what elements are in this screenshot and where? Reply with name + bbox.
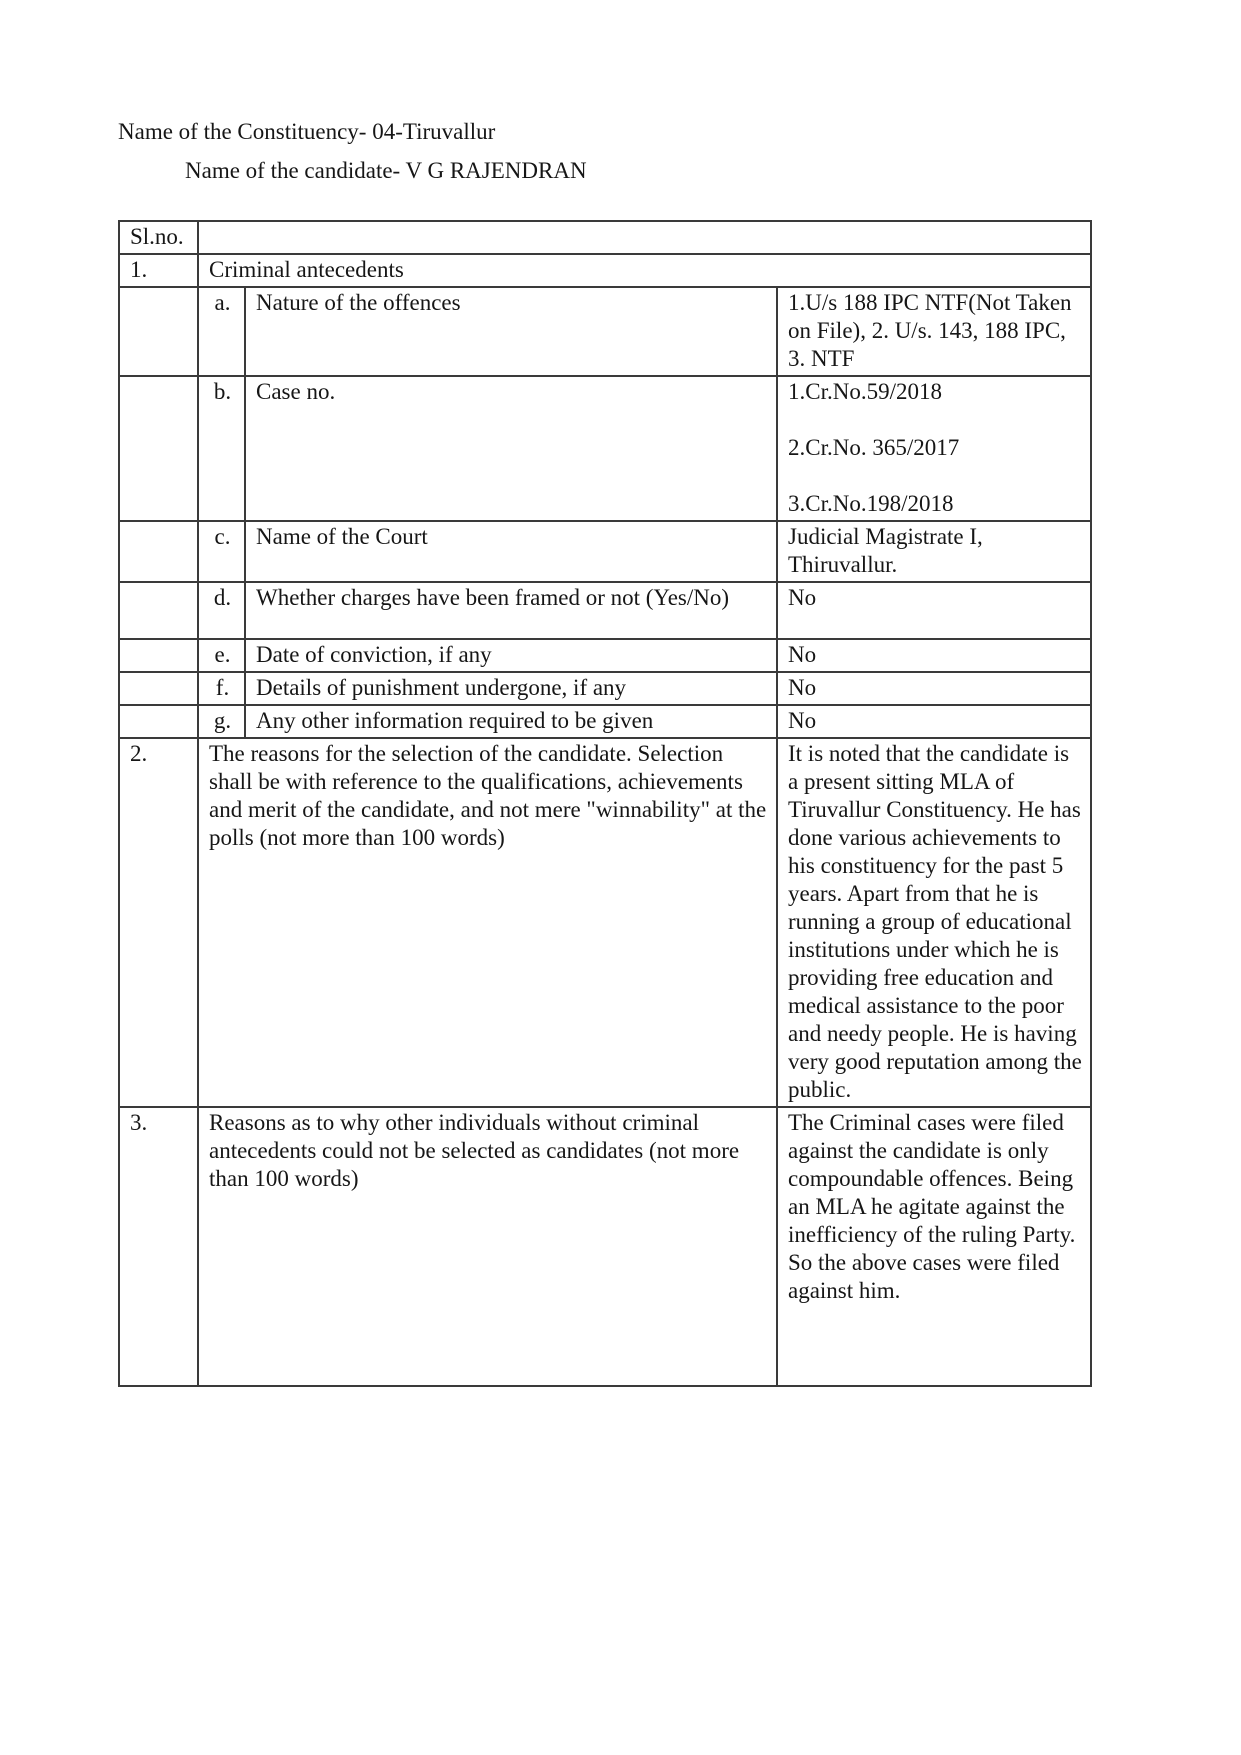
item-g-question-cell: Any other information required to be given [245,705,777,738]
slno-header-cell: Sl.no. [119,221,198,254]
empty-cell [119,639,198,672]
section1-number-cell: 1. [119,254,198,287]
section1-title-cell: Criminal antecedents [198,254,1091,287]
empty-cell [119,672,198,705]
item-e-letter-cell: e. [198,639,245,672]
section3-number-cell: 3. [119,1107,198,1386]
constituency-title: Name of the Constituency- 04-Tiruvallur [118,119,496,144]
table-row-nature-of-offences [119,287,1091,376]
table-row-selection-reasons [119,738,1091,1107]
table-row-charges-framed [119,582,1091,639]
item-e-answer-cell: No [777,639,1091,672]
table-row-other-information [119,705,1091,738]
item-g-answer-cell: No [777,705,1091,738]
section2-number-cell: 2. [119,738,198,1107]
empty-cell [119,582,198,639]
table-row-criminal-antecedents [119,254,1091,287]
empty-cell [119,705,198,738]
item-f-question-cell: Details of punishment undergone, if any [245,672,777,705]
item-b-answer-cell [777,376,1091,521]
case-number-2: 2.Cr.No. 365/2017 [788,435,960,460]
table-row-punishment-details [119,672,1091,705]
item-b-letter-cell: b. [198,376,245,521]
item-g-letter-cell: g. [198,705,245,738]
candidate-title: Name of the candidate- V G RAJENDRAN [185,158,587,183]
candidate-declaration-table [118,220,1092,1387]
case-number-3: 3.Cr.No.198/2018 [788,491,954,516]
table-row-date-of-conviction [119,639,1091,672]
case-number-1: 1.Cr.No.59/2018 [788,379,942,404]
item-c-answer-cell: Judicial Magistrate I, Thiruvallur. [777,521,1091,582]
table-row-court-name [119,521,1091,582]
section2-answer-cell: It is noted that the candidate is a present sitting MLA of Tiruvallur Constituency. He has done various achievements to his constituency for the past 5 years. Apart from that he is running a group of educational institutions under which he is providing free education and medical assistance to the poor and needy people. He is having very good reputation among the public. [777,738,1091,1107]
item-a-answer-cell: 1.U/s 188 IPC NTF(Not Taken on File), 2. U/s. 143, 188 IPC, 3. NTF [777,287,1091,376]
item-e-question-cell: Date of conviction, if any [245,639,777,672]
empty-cell [119,287,198,376]
table-row-slno-header [119,221,1091,254]
table-row-case-no [119,376,1091,521]
item-d-letter-cell: d. [198,582,245,639]
item-c-letter-cell: c. [198,521,245,582]
empty-cell [119,376,198,521]
item-f-answer-cell: No [777,672,1091,705]
section2-question-cell: The reasons for the selection of the candidate. Selection shall be with reference to the qualifications, achievements and merit of the candidate, and not mere "winnability" at the polls (not more than 100 words) [198,738,777,1107]
item-a-question-cell: Nature of the offences [245,287,777,376]
item-d-question-cell: Whether charges have been framed or not (Yes/No) [245,582,777,639]
table-row-why-not-others [119,1107,1091,1386]
item-b-question-cell: Case no. [245,376,777,521]
item-c-question-cell: Name of the Court [245,521,777,582]
slno-header-empty-cell [198,221,1091,254]
item-d-answer-cell: No [777,582,1091,639]
empty-cell [119,521,198,582]
section3-question-cell: Reasons as to why other individuals without criminal antecedents could not be selected as candidates (not more than 100 words) [198,1107,777,1386]
item-a-letter-cell: a. [198,287,245,376]
section3-answer-cell: The Criminal cases were filed against the candidate is only compoundable offences. Being an MLA he agitate against the inefficiency of the ruling Party. So the above cases were filed against him. [777,1107,1091,1386]
item-f-letter-cell: f. [198,672,245,705]
